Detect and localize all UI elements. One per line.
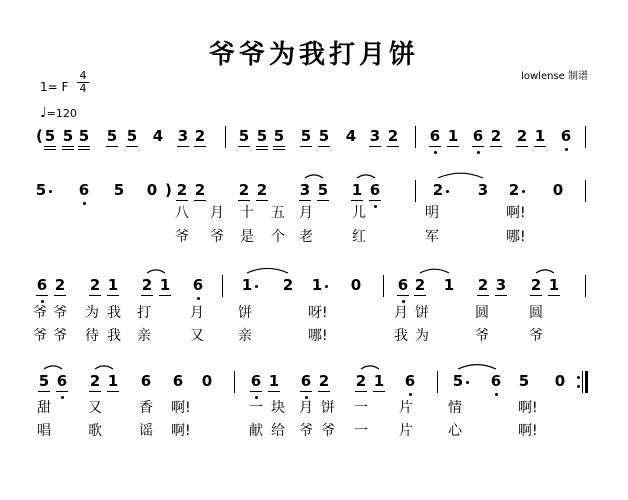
lyric-char: 为 — [85, 305, 99, 321]
note-digit: 6 — [172, 372, 184, 390]
lyric-char: 一 — [249, 400, 263, 416]
note-digit: 5 — [452, 372, 464, 390]
note-digit: 5 — [62, 127, 74, 145]
note-digit: 1 — [351, 181, 363, 199]
lyric-char: 爷 — [210, 229, 224, 245]
time-signature-bottom: 4 — [79, 82, 87, 95]
lyric-char: 老 — [299, 229, 313, 245]
slur-arc — [420, 269, 449, 273]
note-digit: 3 — [299, 181, 311, 199]
note-digit: 2 — [238, 181, 250, 199]
lyric-char: 爷 — [529, 328, 543, 344]
lyric-char: 啊! — [518, 423, 538, 439]
lyric-char: 我 — [394, 328, 408, 344]
slur-arc — [44, 366, 62, 369]
slur-arc — [361, 366, 379, 369]
note-digit: 5 — [256, 127, 268, 145]
note-digit: 3 — [177, 127, 189, 145]
note-digit: 2 — [477, 276, 489, 294]
lyric-char: 片 — [399, 400, 413, 416]
note-digit: 5 — [44, 127, 56, 145]
note-digit: 2 — [141, 276, 153, 294]
note-digit: 6 — [560, 127, 572, 145]
lyric-char: 哪! — [506, 229, 526, 245]
lyric-char: 又 — [88, 400, 102, 416]
note-digit: 1 — [268, 372, 280, 390]
note-digit: 1 — [548, 276, 560, 294]
note-digit: 5 — [113, 181, 125, 199]
lyric-char: 月 — [299, 205, 313, 221]
note-digit: 6 — [36, 276, 48, 294]
note-digit: 6 — [429, 127, 441, 145]
note-digit: 5 — [38, 372, 50, 390]
score-title: 爷爷为我打月饼 — [208, 40, 419, 70]
lyric-char: 我 — [107, 328, 121, 344]
note-digit: 0 — [554, 372, 566, 390]
note-digit: 1 — [241, 276, 253, 294]
lyric-char: 圆 — [475, 305, 489, 321]
note-digit: 6 — [397, 276, 409, 294]
note-digit: 2 — [176, 181, 188, 199]
slur-arc — [357, 175, 375, 178]
note-digit: 0 — [146, 181, 158, 199]
note-digit: 2 — [508, 181, 520, 199]
note-digit: 5 — [518, 372, 530, 390]
quarter-note-icon: ♩ — [40, 105, 47, 121]
note-digit: 6 — [404, 372, 416, 390]
note-digit: 3 — [495, 276, 507, 294]
slur-arc — [438, 173, 483, 178]
lyric-char: 八 — [175, 205, 189, 221]
repeat-bracket: ) — [165, 181, 172, 199]
note-digit: 5 — [317, 181, 329, 199]
note-digit: 6 — [56, 372, 68, 390]
lyric-char: 爷 — [475, 328, 489, 344]
note-digit: 6 — [250, 372, 262, 390]
note-digit: 2 — [516, 127, 528, 145]
note-digit: 2 — [355, 372, 367, 390]
note-digit: 4 — [345, 127, 357, 145]
lyric-char: 待 — [85, 328, 99, 344]
note-digit: 2 — [414, 276, 426, 294]
note-digit: 5 — [35, 181, 47, 199]
lyric-char: 亲 — [137, 328, 151, 344]
note-digit: 6 — [140, 372, 152, 390]
lyric-char: 呀! — [308, 305, 328, 321]
note-digit: 5 — [318, 127, 330, 145]
note-digit: 5 — [300, 127, 312, 145]
tempo-value: =120 — [46, 107, 77, 120]
lyric-char: 情 — [448, 400, 462, 416]
note-digit: 2 — [194, 181, 206, 199]
lyric-char: 月 — [394, 305, 408, 321]
note-digit: 6 — [472, 127, 484, 145]
lyric-char: 爷 — [321, 423, 335, 439]
lyric-char: 片 — [399, 423, 413, 439]
key-signature: 1= F — [40, 80, 69, 94]
arranger-credit: lowlense 制谱 — [521, 71, 588, 82]
lyric-char: 儿 — [352, 205, 366, 221]
lyric-char: 月 — [210, 205, 224, 221]
note-digit: 2 — [282, 276, 294, 294]
lyric-char: 给 — [271, 423, 285, 439]
note-digit: 1 — [534, 127, 546, 145]
note-digit: 1 — [311, 276, 323, 294]
lyric-char: 是 — [240, 229, 254, 245]
lyric-char: 谣 — [139, 423, 153, 439]
note-digit: 6 — [369, 181, 381, 199]
note-digit: 6 — [490, 372, 502, 390]
repeat-bracket: ( — [36, 127, 43, 145]
lyric-char: 爷 — [53, 328, 67, 344]
lyric-char: 一 — [354, 423, 368, 439]
note-digit: 2 — [54, 276, 66, 294]
lyric-char: 爷 — [53, 305, 67, 321]
note-digit: 6 — [192, 276, 204, 294]
note-digit: 1 — [373, 372, 385, 390]
note-digit: 5 — [78, 127, 90, 145]
note-digit: 0 — [350, 276, 362, 294]
lyric-char: 献 — [249, 423, 263, 439]
lyric-char: 月 — [299, 400, 313, 416]
note-digit: 2 — [89, 276, 101, 294]
note-digit: 1 — [107, 372, 119, 390]
slur-arc — [305, 175, 323, 178]
slur-arc — [247, 268, 288, 273]
note-digit: 2 — [318, 372, 330, 390]
note-digit: 2 — [490, 127, 502, 145]
note-digit: 5 — [106, 127, 118, 145]
lyric-char: 十 — [240, 205, 254, 221]
lyric-char: 我 — [107, 305, 121, 321]
lyric-char: 一 — [354, 400, 368, 416]
slur-arc — [147, 270, 165, 273]
lyric-char: 歌 — [88, 423, 102, 439]
note-digit: 6 — [78, 181, 90, 199]
note-digit: 4 — [152, 127, 164, 145]
note-digit: 2 — [194, 127, 206, 145]
note-digit: 5 — [238, 127, 250, 145]
slur-arc — [536, 270, 554, 273]
lyric-char: 唱 — [37, 423, 51, 439]
note-digit: 1 — [443, 276, 455, 294]
lyric-char: 打 — [137, 305, 151, 321]
lyric-char: 五 — [271, 205, 285, 221]
note-digit: 5 — [273, 127, 285, 145]
lyric-char: 饼 — [415, 305, 429, 321]
lyric-char: 哪! — [308, 328, 328, 344]
lyric-char: 爷 — [33, 328, 47, 344]
lyric-char: 月 — [190, 305, 204, 321]
lyric-char: 块 — [271, 400, 285, 416]
lyric-char: 圆 — [529, 305, 543, 321]
lyric-char: 亲 — [238, 328, 252, 344]
lyric-char: 香 — [139, 400, 153, 416]
note-digit: 0 — [201, 372, 213, 390]
note-digit: 6 — [300, 372, 312, 390]
note-digit: 5 — [126, 127, 138, 145]
note-digit: 0 — [552, 181, 564, 199]
lyric-char: 军 — [425, 229, 439, 245]
lyric-char: 为 — [415, 328, 429, 344]
note-digit: 1 — [107, 276, 119, 294]
note-digit: 3 — [477, 181, 489, 199]
lyric-char: 饼 — [321, 400, 335, 416]
note-digit: 2 — [89, 372, 101, 390]
lyric-char: 红 — [352, 229, 366, 245]
lyric-char: 个 — [271, 229, 285, 245]
note-digit: 2 — [387, 127, 399, 145]
slur-arc — [95, 366, 113, 369]
lyric-char: 心 — [448, 423, 462, 439]
lyric-char: 又 — [190, 328, 204, 344]
note-digit: 1 — [447, 127, 459, 145]
lyric-char: 爷 — [299, 423, 313, 439]
lyric-char: 明 — [425, 205, 439, 221]
slur-arc — [458, 365, 496, 369]
note-digit: 2 — [530, 276, 542, 294]
lyric-char: 啊! — [171, 423, 191, 439]
note-digit: 2 — [256, 181, 268, 199]
note-digit: 3 — [369, 127, 381, 145]
lyric-char: 爷 — [175, 229, 189, 245]
lyric-char: 啊! — [518, 400, 538, 416]
lyric-char: 啊! — [506, 205, 526, 221]
lyric-char: 爷 — [33, 305, 47, 321]
note-digit: 1 — [159, 276, 171, 294]
lyric-char: 饼 — [238, 305, 252, 321]
time-signature-top: 4 — [79, 69, 87, 82]
note-digit: 2 — [432, 181, 444, 199]
lyric-char: 甜 — [37, 400, 51, 416]
lyric-char: 啊! — [171, 400, 191, 416]
